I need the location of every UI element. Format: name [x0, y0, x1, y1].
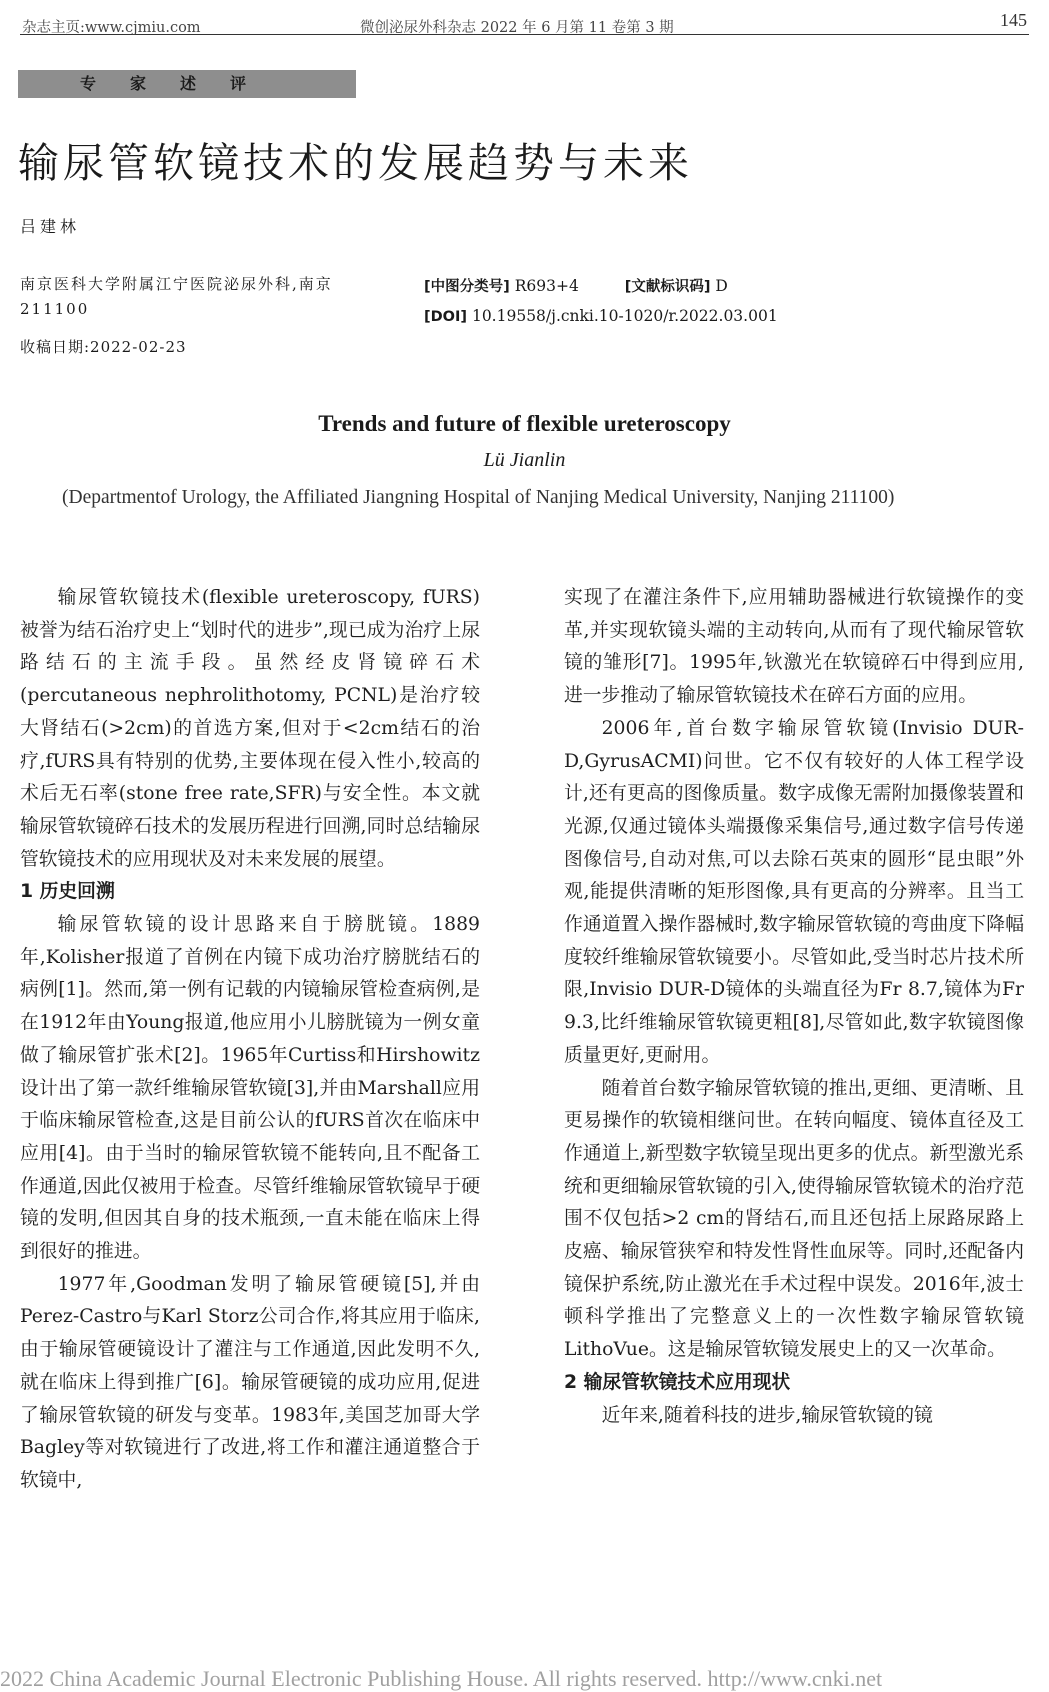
doc-code-label: [文献标识码] — [624, 279, 711, 295]
journal-issue: 微创泌尿外科杂志 2022 年 6 月第 11 卷第 3 期 — [360, 20, 674, 36]
clc-label: [中图分类号] — [424, 279, 510, 295]
running-header — [20, 12, 1029, 35]
author-name: 吕建林 — [20, 217, 81, 236]
english-author: Lü Jianlin — [483, 449, 566, 471]
doi-label: [DOI] — [424, 309, 468, 325]
paragraph-status: 近年来,随着科技的进步,输尿管软镜的镜 — [601, 1404, 933, 1426]
copyright-footer: 2022 China Academic Journal Electronic Publishing House. All rights reserved. http://www.cnki.net — [0, 1666, 883, 1691]
page-number: 145 — [1000, 10, 1027, 30]
paragraph-new-scopes: 随着首台数字输尿管软镜的推出,更细、更清晰、且更易操作的软镜相继问世。在转向幅度、镜体直径及工作通道上,新型数字软镜呈现出更多的优点。新型激光系统和更细输尿管软镜的引入,使得输尿管软镜术的治疗范围不仅包括>2 cm的肾结石,而且还包括上尿路尿路上皮癌、输尿管狭窄和特发性肾性血尿等。同时,还配备内镜保护系统,防止激光在手术过程中误发。2016年,波士顿科学推出了完整意义上的一次性数字输尿管软镜LithoVue。这是输尿管软镜发展史上的又一次革命。 — [564, 1077, 1024, 1361]
paragraph-history-2: 1977年,Goodman发明了输尿管硬镜[5],并由Perez-Castro与Karl Storz公司合作,将其应用于临床,由于输尿管硬镜设计了灌注与工作通道,因此发明不久,就在临床上得到推广[6]。输尿管硬镜的成功应用,促进了输尿管软镜的研发与变革。1983年,美国芝加哥大学Bagley等对软镜进行了改进,将工作和灌注通道整合于软镜中, — [20, 1273, 480, 1491]
section-banner: 专家述评 — [18, 70, 356, 98]
english-affiliation: (Departmentof Urology, the Affiliated Jiangning Hospital of Nanjing Medical University, Nanjing 211100) — [62, 487, 895, 508]
article-metadata — [424, 272, 778, 332]
body-right-column — [564, 582, 1024, 1432]
author-affiliation: 南京医科大学附属江宁医院泌尿外科,南京 211100 — [20, 275, 333, 318]
clc-value: R693+4 — [514, 277, 579, 295]
article-title: 输尿管软镜技术的发展趋势与未来 — [18, 139, 693, 188]
paragraph-intro: 输尿管软镜技术(flexible ureteroscopy, fURS)被誉为结石治疗史上“划时代的进步”,现已成为治疗上尿路结石的主流手段。虽然经皮肾镜碎石术(percutaneous nephrolithotomy, PCNL)是治疗较大肾结石(>2cm)的首选方案,但对于<2cm结石的治疗,fURS具有特别的优势,主要体现在侵入性小,较高的术后无石率(stone free rate,SFR)与安全性。本文就输尿管软镜碎石技术的发展历程进行回溯,同时总结输尿管软镜技术的应用现状及对未来发展的展望。 — [20, 587, 480, 870]
paragraph-digital-scope: 2006年,首台数字输尿管软镜(Invisio DUR-D,GyrusACMI)问世。它不仅有较好的人体工程学设计,还有更高的图像质量。数字成像无需附加摄像装置和光源,仅通过镜体头端摄像采集信号,通过数字信号传递图像信号,自动对焦,可以去除石英束的圆形“昆虫眼”外观,能提供清晰的矩形图像,具有更高的分辨率。且当工作通道置入操作器械时,数字输尿管软镜的弯曲度下降幅度较纤维输尿管软镜要小。尽管如此,受当时芯片技术所限,Invisio DUR-D镜体的头端直径为Fr 8.7,镜体为Fr 9.3,比纤维输尿管软镜更粗[8],尽管如此,数字软镜图像质量更好,更耐用。 — [564, 717, 1024, 1066]
paragraph-history-3: 实现了在灌注条件下,应用辅助器械进行软镜操作的变革,并实现软镜头端的主动转向,从而有了现代输尿管软镜的雏形[7]。1995年,钬激光在软镜碎石中得到应用,进一步推动了输尿管软镜技术在碎石方面的应用。 — [564, 587, 1024, 707]
doc-code-value: D — [715, 277, 728, 295]
body-left-column — [20, 582, 480, 1498]
journal-homepage: 杂志主页:www.cjmiu.com — [22, 20, 201, 36]
section-heading-history: 1 历史回溯 — [20, 881, 115, 903]
section-heading-status: 2 输尿管软镜技术应用现状 — [564, 1371, 791, 1393]
doi-value: 10.19558/j.cnki.10-1020/r.2022.03.001 — [471, 307, 778, 325]
paragraph-history-1: 输尿管软镜的设计思路来自于膀胱镜。1889年,Kolisher报道了首例在内镜下成功治疗膀胱结石的病例[1]。然而,第一例有记载的内镜输尿管检查病例,是在1912年由Young报道,他应用小儿膀胱镜为一例女童做了输尿管扩张术[2]。1965年Curtiss和Hirshowitz设计出了第一款纤维输尿管软镜[3],并由Marshall应用于临床输尿管检查,这是目前公认的fURS首次在临床中应用[4]。由于当时的输尿管软镜不能转向,且不配备工作通道,因此仅被用于检查。尽管纤维输尿管软镜早于硬镜的发明,但因其自身的技术瓶颈,一直未能在临床上得到很好的推进。 — [20, 914, 480, 1263]
english-title: Trends and future of flexible ureteroscopy — [318, 411, 731, 436]
received-date: 收稿日期:2022-02-23 — [20, 338, 187, 356]
